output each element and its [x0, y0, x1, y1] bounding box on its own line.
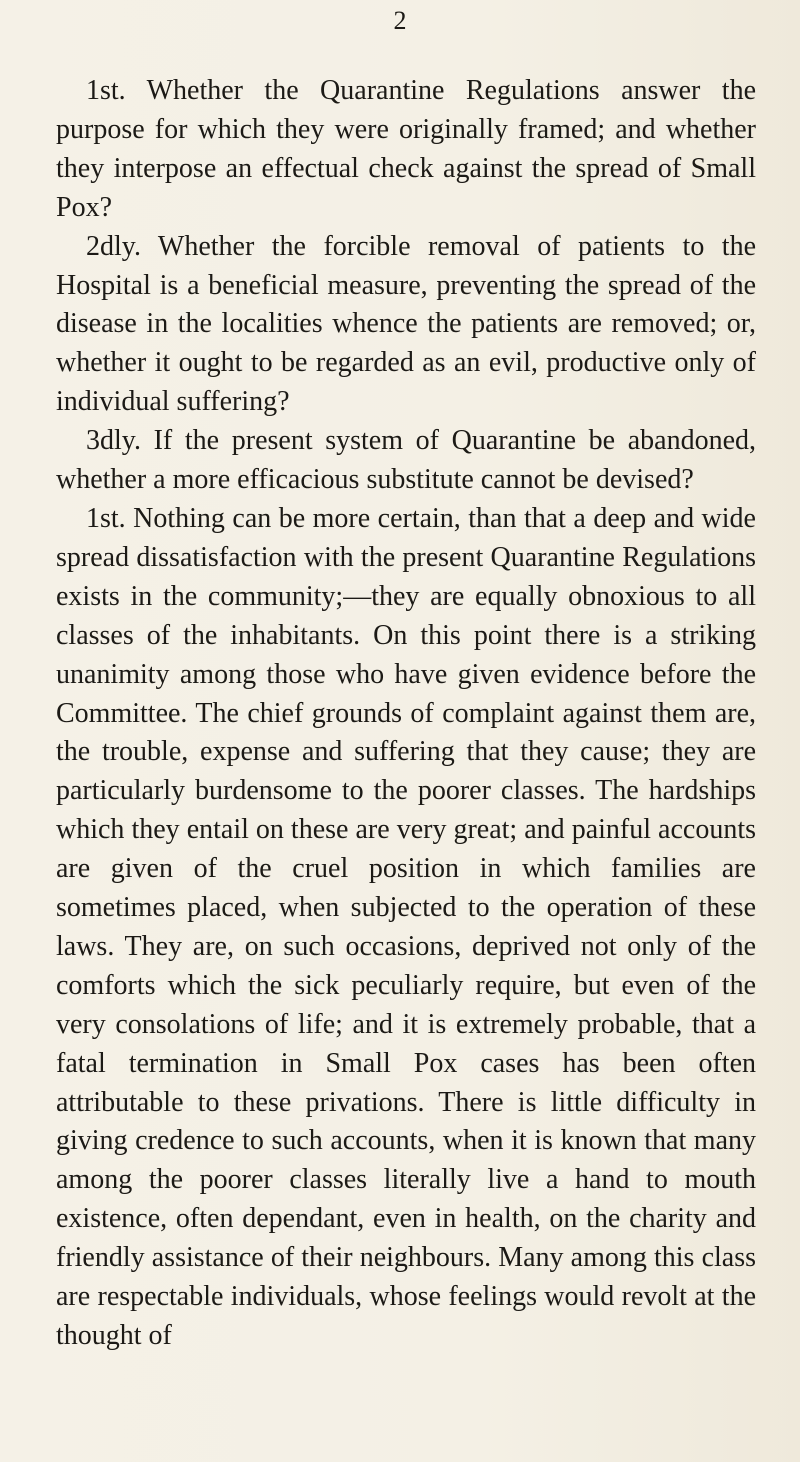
paragraph-question-3: 3dly. If the present system of Quarantine be abandoned, whether a more efficacious substitute cannot be devised? — [56, 425, 756, 496]
page-number: 2 — [393, 6, 407, 35]
paragraph-question-2: 2dly. Whether the forcible removal of patients to the Hospital is a beneficial measure, preventing the spread of the disease in the localities whence the patients are removed; or, whether it ought to be regarded as an evil, productive only of individual suffering? — [56, 230, 756, 418]
body-text — [56, 72, 756, 1356]
paragraph-answer-1: 1st. Nothing can be more certain, than that a deep and wide spread dissatisfaction with the present Quarantine Regulations exists in the community;—they are equally obnoxious to all classes of the inhabitants. On this point there is a striking unanimity among those who have given evidence before the Committee. The chief grounds of complaint against them are, the trouble, expense and suffering that they cause; they are particularly burdensome to the poorer classes. The hardships which they entail on these are very great; and painful accounts are given of the cruel position in which families are sometimes placed, when subjected to the operation of these laws. They are, on such occasions, deprived not only of the comforts which the sick peculiarly require, but even of the very consolations of life; and it is extremely probable, that a fatal termination in Small Pox cases has been often attributable to these privations. There is little difficulty in giving credence to such accounts, when it is known that many among the poorer classes literally live a hand to mouth existence, often dependant, even in health, on the charity and friendly assistance of their neighbours. Many among this class are respectable individuals, whose feelings would revolt at the thought of — [56, 502, 756, 1351]
paragraph-question-1: 1st. Whether the Quarantine Regulations answer the purpose for which they were originally framed; and whether they interpose an effectual check against the spread of Small Pox? — [56, 75, 756, 223]
